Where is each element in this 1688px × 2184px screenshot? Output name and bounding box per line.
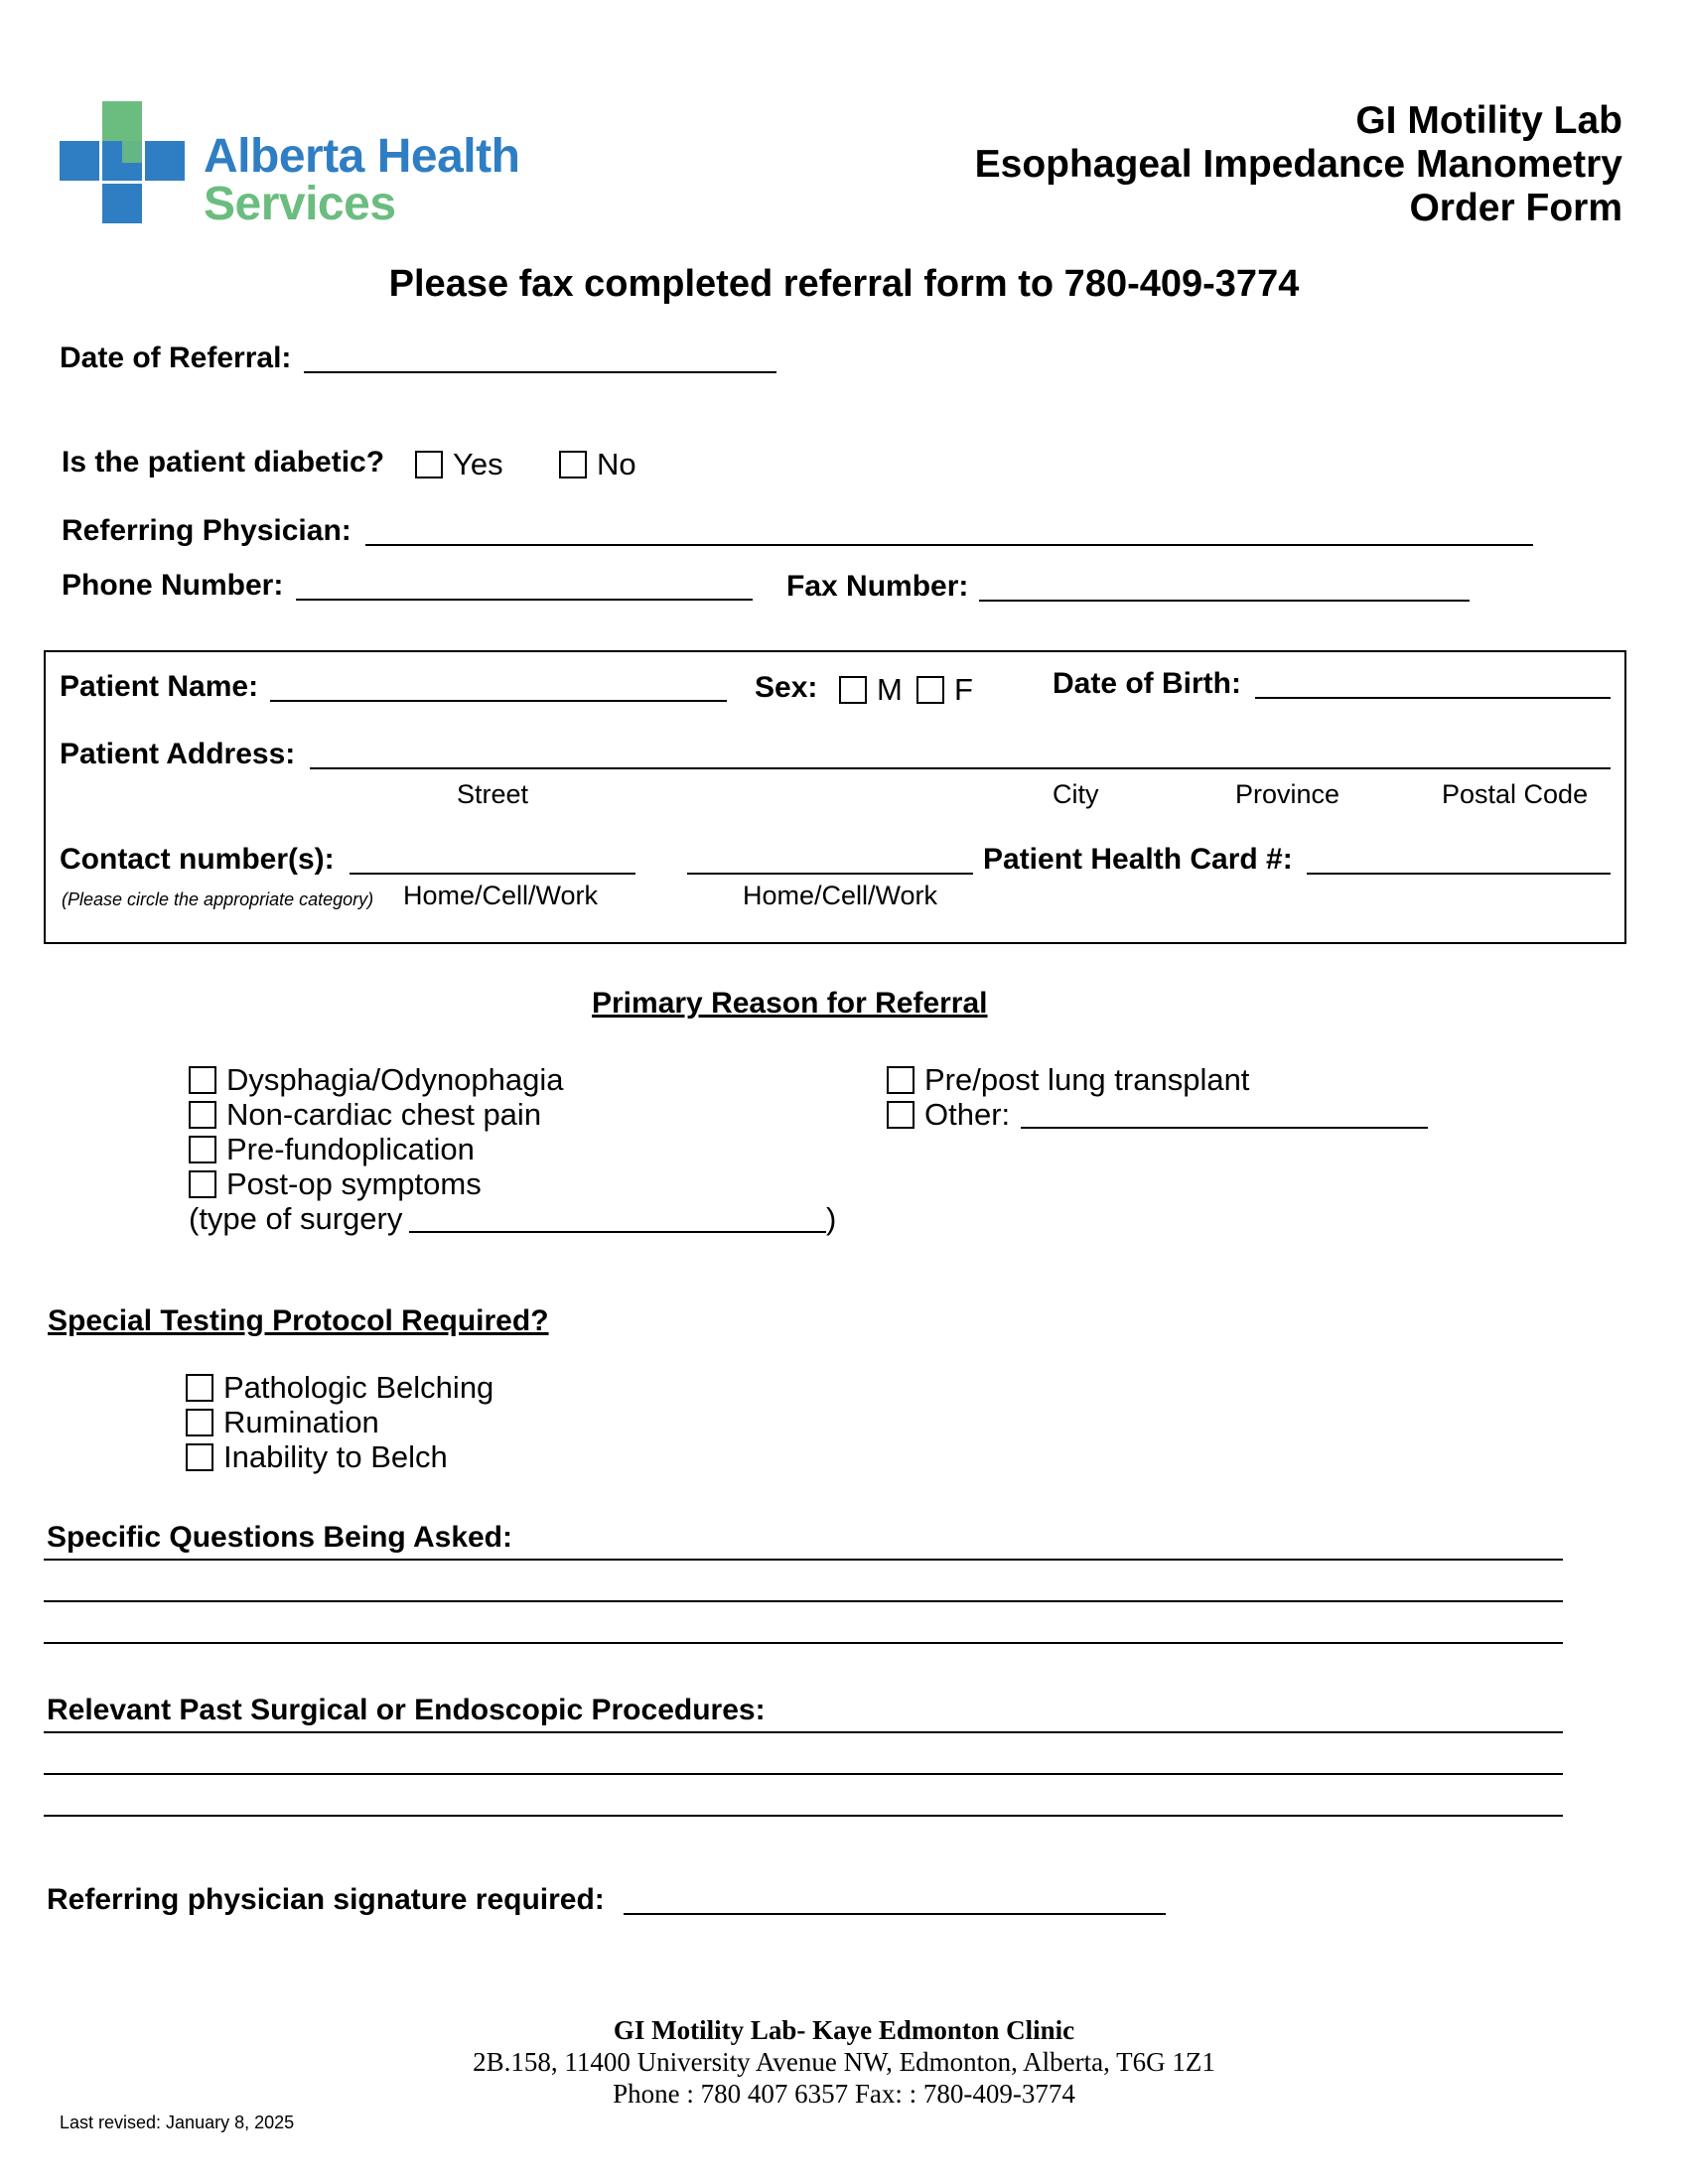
sex-m-option[interactable] <box>839 672 903 708</box>
date-of-birth-field[interactable] <box>1255 697 1611 699</box>
reason-chest-pain-checkbox[interactable] <box>189 1101 216 1129</box>
diabetic-no-text: No <box>597 447 636 481</box>
patient-name-field[interactable] <box>270 700 727 702</box>
contact-number-2-field[interactable] <box>687 873 973 875</box>
signature-field[interactable] <box>624 1913 1166 1915</box>
referring-physician-field[interactable] <box>365 544 1533 546</box>
referring-physician-label: Referring Physician: <box>62 514 352 547</box>
sex-f-option[interactable] <box>916 672 973 708</box>
primary-reason-heading: Primary Reason for Referral <box>592 987 988 1020</box>
surgery-type-close: ) <box>826 1201 837 1236</box>
diabetic-no-option[interactable] <box>559 447 636 482</box>
contact-2-category[interactable]: Home/Cell/Work <box>743 881 938 910</box>
testing-rumination-checkbox[interactable] <box>186 1409 213 1436</box>
footer-clinic: GI Motility Lab- Kaye Edmonton Clinic <box>613 2015 1075 2045</box>
circle-category-note: (Please circle the appropriate category) <box>62 889 374 909</box>
patient-name-label: Patient Name: <box>60 670 259 703</box>
diabetic-yes-option[interactable] <box>415 447 503 482</box>
reason-lung-transplant-text: Pre/post lung transplant <box>924 1062 1250 1097</box>
diabetic-yes-checkbox[interactable] <box>415 451 443 478</box>
diabetic-no-checkbox[interactable] <box>559 451 587 478</box>
sex-label: Sex: <box>755 671 818 704</box>
reason-post-op-text: Post-op symptoms <box>226 1166 482 1201</box>
sex-m-text: M <box>877 672 903 707</box>
footer-address: 2B.158, 11400 University Avenue NW, Edmonton, Alberta, T6G 1Z1 <box>473 2047 1215 2077</box>
testing-inability-belch-checkbox[interactable] <box>186 1443 213 1471</box>
fax-number-label: Fax Number: <box>786 570 969 603</box>
surgery-type-open: (type of surgery <box>189 1201 403 1236</box>
reason-pre-fundoplication-text: Pre-fundoplication <box>226 1132 475 1166</box>
reason-pre-fundoplication-checkbox[interactable] <box>189 1136 216 1163</box>
reason-chest-pain-text: Non-cardiac chest pain <box>226 1097 542 1132</box>
testing-belching-text: Pathologic Belching <box>223 1370 494 1405</box>
procedures-line-1[interactable] <box>44 1731 1563 1733</box>
reason-dysphagia-checkbox[interactable] <box>189 1066 216 1094</box>
reason-other-text: Other: <box>924 1097 1011 1132</box>
sex-f-text: F <box>954 672 973 707</box>
questions-line-1[interactable] <box>44 1559 1563 1561</box>
contact-1-category[interactable]: Home/Cell/Work <box>403 881 599 910</box>
contact-numbers-label: Contact number(s): <box>60 843 335 876</box>
sex-f-checkbox[interactable] <box>916 676 944 704</box>
title-line-2: Esophageal Impedance Manometry <box>974 143 1622 186</box>
date-of-referral-field[interactable] <box>304 371 776 373</box>
testing-belching[interactable] <box>186 1370 493 1406</box>
reason-lung-transplant-checkbox[interactable] <box>887 1066 914 1094</box>
phone-number-field[interactable] <box>296 599 753 601</box>
logo-text-line2: Services <box>204 178 396 230</box>
reason-post-op[interactable] <box>189 1166 482 1202</box>
testing-rumination-text: Rumination <box>223 1405 379 1439</box>
health-card-field[interactable] <box>1307 873 1611 875</box>
form-title <box>975 99 1622 230</box>
specific-questions-label: Specific Questions Being Asked: <box>47 1521 512 1554</box>
fax-number-field[interactable] <box>979 600 1470 602</box>
reason-chest-pain[interactable] <box>189 1097 541 1133</box>
date-of-birth-label: Date of Birth: <box>1053 667 1241 700</box>
title-line-3: Order Form <box>1409 187 1622 229</box>
testing-belching-checkbox[interactable] <box>186 1374 213 1402</box>
testing-rumination[interactable] <box>186 1405 379 1440</box>
reason-dysphagia[interactable] <box>189 1062 564 1098</box>
title-line-1: GI Motility Lab <box>1355 99 1622 142</box>
ahs-logo <box>60 101 520 230</box>
diabetic-yes-text: Yes <box>453 447 503 481</box>
last-revised: Last revised: January 8, 2025 <box>60 2113 295 2132</box>
phone-number-label: Phone Number: <box>62 569 284 602</box>
special-testing-heading: Special Testing Protocol Required? <box>48 1304 549 1337</box>
reason-post-op-checkbox[interactable] <box>189 1170 216 1198</box>
surgery-type-field[interactable] <box>409 1231 826 1233</box>
fax-notice: Please fax completed referral form to 780-409-3774 <box>388 263 1300 305</box>
address-postal-caption: Postal Code <box>1442 779 1589 809</box>
contact-number-1-field[interactable] <box>350 873 635 875</box>
diabetic-label: Is the patient diabetic? <box>62 446 385 478</box>
procedures-label: Relevant Past Surgical or Endoscopic Procedures: <box>47 1694 766 1726</box>
date-of-referral-label: Date of Referral: <box>60 341 292 374</box>
reason-other[interactable] <box>887 1097 1010 1133</box>
patient-address-field[interactable] <box>310 767 1611 769</box>
signature-label: Referring physician signature required: <box>47 1883 605 1916</box>
procedures-line-2[interactable] <box>44 1773 1563 1775</box>
footer-phone: Phone : 780 407 6357 Fax: : 780-409-3774 <box>613 2079 1075 2109</box>
reason-other-field[interactable] <box>1021 1127 1428 1129</box>
testing-inability-belch-text: Inability to Belch <box>223 1439 448 1474</box>
health-card-label: Patient Health Card #: <box>983 843 1293 876</box>
address-street-caption: Street <box>457 779 529 809</box>
testing-inability-belch[interactable] <box>186 1439 448 1475</box>
questions-line-3[interactable] <box>44 1642 1563 1644</box>
patient-address-label: Patient Address: <box>60 738 296 770</box>
sex-m-checkbox[interactable] <box>839 676 867 704</box>
questions-line-2[interactable] <box>44 1600 1563 1602</box>
logo-text-line1: Alberta Health <box>204 130 520 183</box>
reason-other-checkbox[interactable] <box>887 1101 914 1129</box>
reason-pre-fundoplication[interactable] <box>189 1132 475 1167</box>
address-province-caption: Province <box>1235 779 1340 809</box>
reason-dysphagia-text: Dysphagia/Odynophagia <box>226 1062 564 1097</box>
reason-lung-transplant[interactable] <box>887 1062 1249 1098</box>
ahs-cross-icon <box>60 101 185 224</box>
procedures-line-3[interactable] <box>44 1815 1563 1817</box>
address-city-caption: City <box>1053 779 1099 809</box>
